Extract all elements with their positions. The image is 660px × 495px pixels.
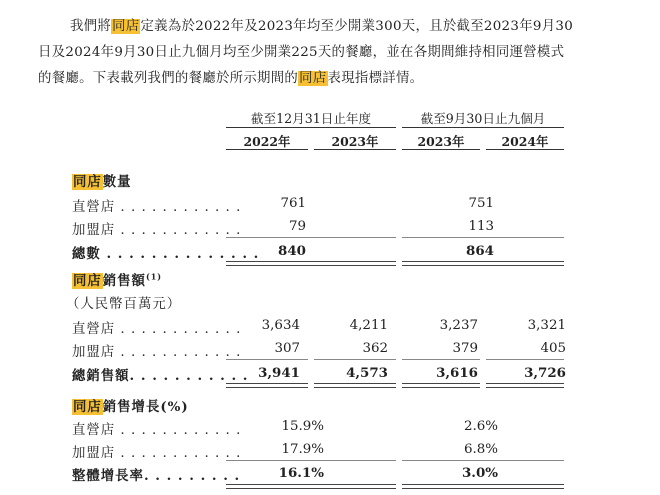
cell-value: 15.9% bbox=[281, 419, 324, 434]
cell-value-total: 3.0% bbox=[461, 465, 498, 481]
year-header: 2024年 bbox=[501, 134, 549, 149]
cell-value: 6.8% bbox=[463, 442, 498, 457]
total-double-rule bbox=[402, 383, 480, 388]
section-title-sales: 同店銷售額$^{(1)}$ bbox=[73, 271, 163, 289]
total-double-rule bbox=[314, 383, 396, 388]
row-label-total: 總銷售額. . . . . . . . . . . bbox=[72, 368, 249, 384]
total-double-rule bbox=[226, 261, 396, 266]
subtotal-rule bbox=[402, 460, 564, 461]
subtotal-rule bbox=[314, 359, 396, 360]
cell-value: 17.9% bbox=[281, 442, 324, 457]
cell-value-total: 16.1% bbox=[278, 465, 324, 481]
total-double-rule bbox=[486, 383, 564, 388]
cell-value-total: 864 bbox=[466, 243, 494, 259]
cell-value-total: 3,941 bbox=[258, 365, 300, 381]
section-title-store-count: 同店數量 bbox=[73, 174, 132, 190]
cell-value: 113 bbox=[468, 219, 494, 234]
year-rule bbox=[314, 149, 396, 150]
year-rule bbox=[226, 149, 308, 150]
cell-value-total: 3,726 bbox=[524, 365, 566, 381]
cell-value: 79 bbox=[288, 219, 306, 234]
row-label: 直營店 . . . . . . . . . . . . bbox=[72, 322, 242, 337]
paragraph-line-3: 的餐廳。下表載列我們的餐廳於所示期間的同店表現指標詳情。 bbox=[38, 71, 424, 86]
row-label-total: 總數 . . . . . . . . . . . . . . bbox=[72, 246, 260, 262]
year-header: 2023年 bbox=[331, 134, 379, 149]
group-header-nine-months: 截至9月30日止九個月 bbox=[420, 111, 546, 126]
cell-value: 405 bbox=[540, 341, 566, 356]
cell-value: 307 bbox=[274, 341, 300, 356]
row-label-total: 整體增長率. . . . . . . . . bbox=[72, 468, 241, 484]
subtotal-rule bbox=[226, 237, 396, 238]
total-double-rule bbox=[226, 484, 396, 489]
year-header: 2023年 bbox=[417, 134, 465, 149]
subtotal-rule bbox=[486, 359, 564, 360]
intro-paragraph bbox=[38, 14, 634, 92]
group-rule-right bbox=[402, 127, 564, 128]
row-label: 直營店 . . . . . . . . . . . . bbox=[72, 423, 242, 438]
year-rule bbox=[486, 149, 564, 150]
group-header-fiscal-year: 截至12月31日止年度 bbox=[250, 111, 372, 126]
subtotal-rule bbox=[226, 460, 396, 461]
row-label: 直營店 . . . . . . . . . . . . bbox=[72, 200, 242, 215]
row-label: 加盟店 . . . . . . . . . . . . bbox=[72, 446, 242, 461]
cell-value: 4,211 bbox=[349, 318, 388, 333]
unit-label: （人民幣百萬元） bbox=[66, 297, 182, 312]
cell-value: 3,321 bbox=[527, 318, 566, 333]
section-title-sales-growth: 同店銷售增長(%) bbox=[73, 399, 189, 415]
row-label: 加盟店 . . . . . . . . . . . . bbox=[72, 345, 242, 360]
subtotal-rule bbox=[402, 359, 480, 360]
group-rule-left bbox=[226, 127, 396, 128]
cell-value: 362 bbox=[362, 341, 388, 356]
year-header: 2022年 bbox=[243, 134, 291, 149]
subtotal-rule bbox=[226, 359, 308, 360]
cell-value-total: 3,616 bbox=[436, 365, 478, 381]
highlight-same-store: 同店 bbox=[112, 19, 140, 34]
footnote-marker: (1) bbox=[145, 271, 163, 282]
paragraph-line-1: 我們將同店定義為於2022年及2023年均至少開業300天，且於截至2023年9月30 bbox=[70, 19, 574, 34]
total-double-rule bbox=[402, 484, 564, 489]
highlight-same-store: 同店 bbox=[299, 71, 327, 86]
cell-value: 2.6% bbox=[463, 419, 498, 434]
row-label: 加盟店 . . . . . . . . . . . . bbox=[72, 223, 242, 238]
subtotal-rule bbox=[402, 237, 564, 238]
cell-value: 379 bbox=[452, 341, 478, 356]
cell-value: 761 bbox=[280, 196, 306, 211]
total-double-rule bbox=[226, 383, 308, 388]
cell-value-total: 4,573 bbox=[346, 365, 388, 381]
total-double-rule bbox=[402, 261, 564, 266]
cell-value: 3,634 bbox=[261, 318, 300, 333]
paragraph-line-2: 日及2024年9月30日止九個月均至少開業225天的餐廳，並在各期間維持相同運營模式 bbox=[38, 45, 565, 60]
cell-value: 751 bbox=[468, 196, 494, 211]
cell-value-total: 840 bbox=[278, 243, 306, 259]
year-rule bbox=[402, 149, 480, 150]
cell-value: 3,237 bbox=[439, 318, 478, 333]
